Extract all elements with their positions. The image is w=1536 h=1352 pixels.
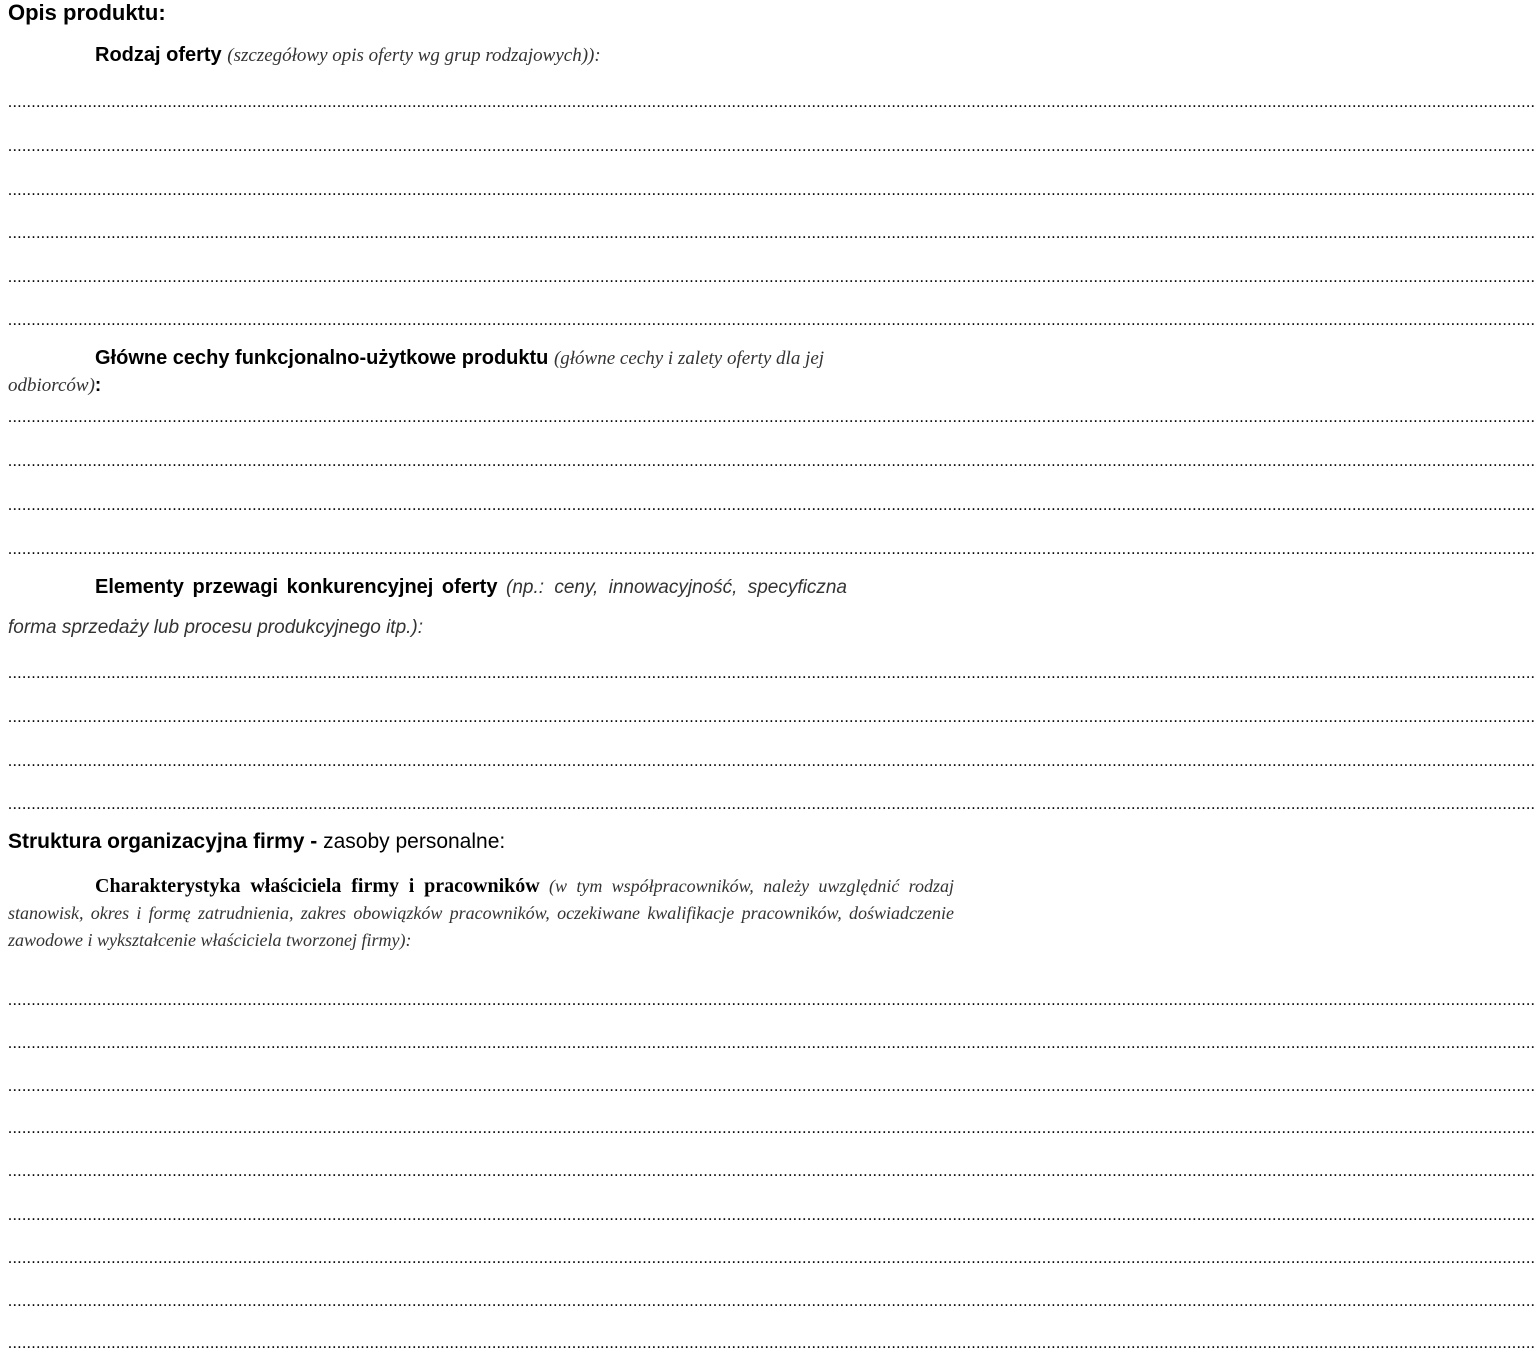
features-heading xyxy=(95,347,824,370)
page-title: Opis produktu: xyxy=(8,0,166,25)
owner-employees-line-1[interactable]: ..................................................................................................................................................................................................................................................................................................................................... xyxy=(8,992,1536,1009)
features-hint-1: (główne cechy i zalety oferty dla jej xyxy=(553,348,825,369)
offer-type-line-4[interactable]: ..................................................................................................................................................................................................................................................................................................................................... xyxy=(8,225,1536,242)
offer-type-line-5[interactable]: ..................................................................................................................................................................................................................................................................................................................................... xyxy=(8,269,1536,286)
org-structure-title: Struktura organizacyjna firmy - xyxy=(8,830,318,853)
owner-employees-line-7[interactable]: ..................................................................................................................................................................................................................................................................................................................................... xyxy=(8,1250,1536,1267)
features-title: Główne cechy funkcjonalno-użytkowe produktu xyxy=(95,347,549,369)
advantage-hint-2: forma sprzedaży lub procesu produkcyjnego itp.): xyxy=(8,617,424,638)
offer-type-line-6[interactable]: ..................................................................................................................................................................................................................................................................................................................................... xyxy=(8,312,1536,329)
features-line-4[interactable]: ..................................................................................................................................................................................................................................................................................................................................... xyxy=(8,541,1536,558)
owner-employees-paragraph xyxy=(8,873,954,954)
org-structure-heading xyxy=(8,830,505,854)
owner-employees-line-8[interactable]: ..................................................................................................................................................................................................................................................................................................................................... xyxy=(8,1293,1536,1310)
offer-type-heading xyxy=(95,44,601,67)
org-structure-subtitle: zasoby personalne: xyxy=(323,830,506,853)
features-colon: : xyxy=(94,375,102,396)
advantage-line-4[interactable]: ..................................................................................................................................................................................................................................................................................................................................... xyxy=(8,796,1536,813)
features-line-3[interactable]: ..................................................................................................................................................................................................................................................................................................................................... xyxy=(8,497,1536,514)
features-hint-continuation xyxy=(8,375,101,397)
advantage-line-1[interactable]: ..................................................................................................................................................................................................................................................................................................................................... xyxy=(8,665,1536,682)
offer-type-line-3[interactable]: ..................................................................................................................................................................................................................................................................................................................................... xyxy=(8,182,1536,199)
offer-type-hint: (szczegółowy opis oferty wg grup rodzajowych)): xyxy=(227,45,601,66)
advantage-hint-1: (np.: ceny, innowacyjność, specyficzna xyxy=(506,577,847,598)
advantage-heading xyxy=(95,576,847,599)
owner-employees-line-3[interactable]: ..................................................................................................................................................................................................................................................................................................................................... xyxy=(8,1078,1536,1095)
advantage-line-2[interactable]: ..................................................................................................................................................................................................................................................................................................................................... xyxy=(8,709,1536,726)
features-hint-2: odbiorców) xyxy=(8,375,95,396)
owner-employees-line-5[interactable]: ..................................................................................................................................................................................................................................................................................................................................... xyxy=(8,1163,1536,1180)
owner-employees-line-4[interactable]: ..................................................................................................................................................................................................................................................................................................................................... xyxy=(8,1120,1536,1137)
owner-employees-hint: (w tym współpracowników, należy uwzględnić rodzaj stanowisk, okres i formę zatrudnienia, zakres obowiązków pracowników, oczekiwane kwalifikacje pracowników, doświadczenie zawodowe i wykształcenie właściciela tworzonej firmy): xyxy=(8,876,955,950)
owner-employees-line-6[interactable]: ..................................................................................................................................................................................................................................................................................................................................... xyxy=(8,1207,1536,1224)
owner-employees-line-9[interactable]: ..................................................................................................................................................................................................................................................................................................................................... xyxy=(8,1335,1536,1352)
offer-type-title: Rodzaj oferty xyxy=(95,44,222,66)
owner-employees-title: Charakterystyka właściciela firmy i pracowników xyxy=(95,875,540,897)
offer-type-line-2[interactable]: ..................................................................................................................................................................................................................................................................................................................................... xyxy=(8,138,1536,155)
owner-employees-line-2[interactable]: ..................................................................................................................................................................................................................................................................................................................................... xyxy=(8,1035,1536,1052)
advantage-line-3[interactable]: ..................................................................................................................................................................................................................................................................................................................................... xyxy=(8,753,1536,770)
offer-type-line-1[interactable]: ..................................................................................................................................................................................................................................................................................................................................... xyxy=(8,94,1536,111)
advantage-title: Elementy przewagi konkurencyjnej oferty xyxy=(95,576,498,598)
features-line-1[interactable]: ..................................................................................................................................................................................................................................................................................................................................... xyxy=(8,409,1536,426)
features-line-2[interactable]: ..................................................................................................................................................................................................................................................................................................................................... xyxy=(8,453,1536,470)
